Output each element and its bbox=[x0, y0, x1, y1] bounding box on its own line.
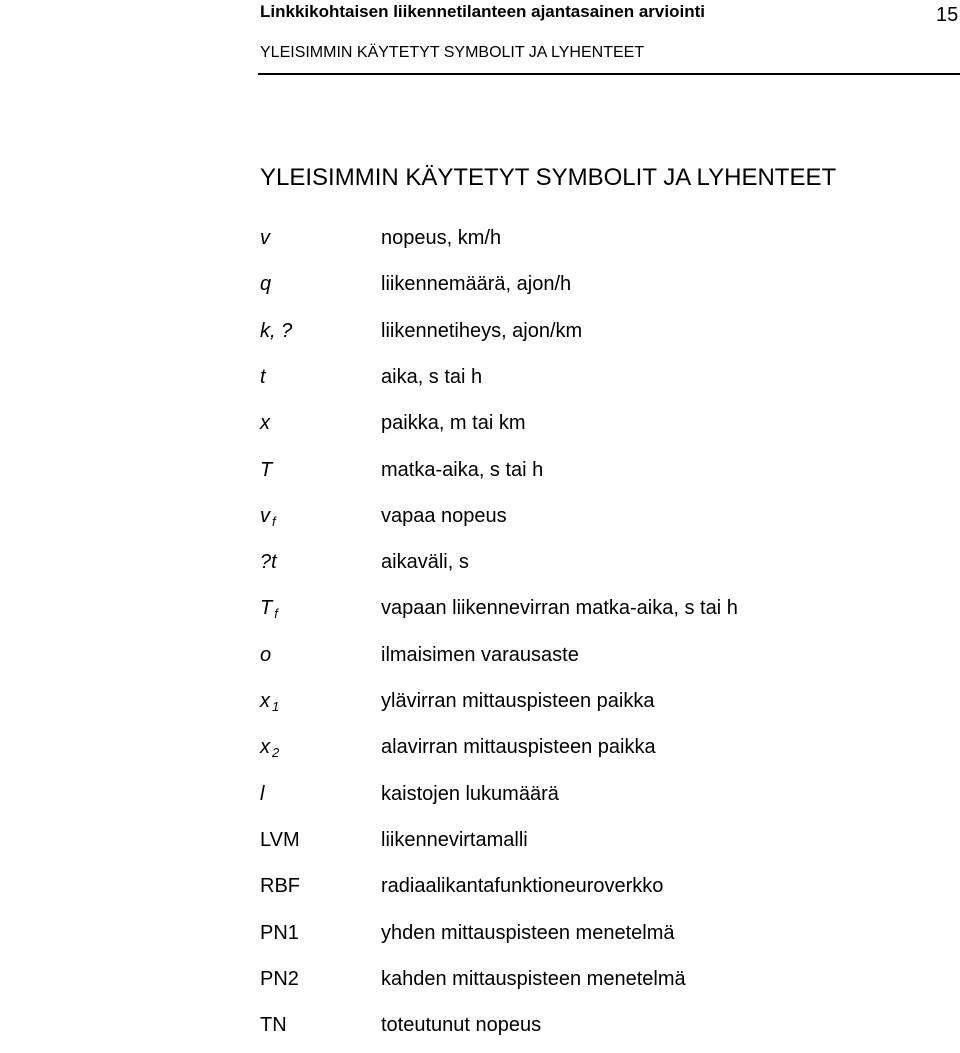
symbol-description: liikennetiheys, ajon/km bbox=[381, 319, 583, 342]
symbol-description: matka-aika, s tai h bbox=[381, 458, 544, 481]
symbol-entry bbox=[0, 643, 960, 683]
symbol bbox=[260, 967, 299, 991]
symbol-entry bbox=[0, 735, 960, 775]
symbol-description: kaistojen lukumäärä bbox=[381, 782, 559, 805]
symbol-text: RBF bbox=[260, 875, 300, 898]
symbol-description: paikka, m tai km bbox=[381, 412, 526, 435]
symbol bbox=[260, 828, 300, 852]
symbol-subscript: f bbox=[274, 606, 278, 622]
symbol-entry bbox=[0, 550, 960, 590]
symbol-text: TN bbox=[260, 1014, 287, 1037]
symbol bbox=[260, 735, 279, 765]
symbol-description: radiaalikantafunktioneuroverkko bbox=[381, 875, 664, 898]
symbol-text: k, ? bbox=[260, 319, 293, 342]
symbol bbox=[260, 550, 277, 574]
symbol-description: vapaan liikennevirran matka-aika, s tai h bbox=[381, 597, 738, 620]
symbol-text: ?t bbox=[260, 551, 277, 574]
symbol-text: l bbox=[260, 782, 265, 805]
symbol bbox=[260, 319, 292, 343]
page-number: 15 bbox=[936, 4, 959, 26]
symbol-description: ilmaisimen varausaste bbox=[381, 643, 579, 666]
symbol bbox=[260, 643, 271, 667]
symbol-text: v bbox=[260, 227, 270, 249]
symbol-description: nopeus, km/h bbox=[381, 227, 502, 249]
symbol-text: T bbox=[260, 458, 273, 481]
document-title: Linkkikohtaisen liikennetilanteen ajantasainen arviointi bbox=[260, 2, 705, 21]
symbol-description: alavirran mittauspisteen paikka bbox=[381, 736, 656, 759]
symbol-text: t bbox=[260, 365, 266, 388]
symbol-subscript: 2 bbox=[272, 745, 280, 761]
symbol-description: toteutunut nopeus bbox=[381, 1014, 542, 1037]
symbol-text: x bbox=[260, 412, 270, 435]
symbol-entry bbox=[0, 689, 960, 729]
symbol-text: T bbox=[260, 597, 273, 620]
symbol-entry bbox=[0, 782, 960, 822]
symbol bbox=[260, 411, 270, 435]
symbol-description: liikennevirtamalli bbox=[381, 828, 528, 851]
symbol bbox=[260, 365, 266, 389]
symbol-description: kahden mittauspisteen menetelmä bbox=[381, 967, 686, 990]
symbol-entry bbox=[0, 272, 960, 312]
symbol-entry bbox=[0, 458, 960, 498]
symbol-entry bbox=[0, 319, 960, 359]
running-section-header: YLEISIMMIN KÄYTETYT SYMBOLIT JA LYHENTEET bbox=[260, 44, 645, 61]
symbol-subscript: 1 bbox=[272, 699, 280, 714]
symbol bbox=[260, 226, 270, 250]
symbol-text: v bbox=[260, 504, 270, 527]
symbol bbox=[260, 272, 271, 296]
symbol-description: aika, s tai h bbox=[381, 365, 483, 388]
symbol-entry bbox=[0, 1013, 960, 1053]
symbol-text: x bbox=[260, 690, 270, 712]
section-heading: YLEISIMMIN KÄYTETYT SYMBOLIT JA LYHENTEET bbox=[260, 164, 837, 191]
symbol-subscript: f bbox=[272, 513, 276, 529]
symbol-entry bbox=[0, 921, 960, 961]
symbol-text: o bbox=[260, 643, 272, 666]
symbol-description: vapaa nopeus bbox=[381, 504, 507, 527]
symbol bbox=[260, 596, 278, 626]
symbol-description: yhden mittauspisteen menetelmä bbox=[381, 921, 675, 944]
symbol-entry bbox=[0, 828, 960, 868]
symbol-text: PN2 bbox=[260, 967, 299, 990]
symbol-entry bbox=[0, 411, 960, 451]
symbol-entry bbox=[0, 365, 960, 405]
symbol-description: liikennemäärä, ajon/h bbox=[381, 273, 572, 296]
symbol-entry bbox=[0, 874, 960, 914]
symbol bbox=[260, 689, 279, 719]
symbol bbox=[260, 921, 299, 945]
symbol-text: PN1 bbox=[260, 921, 299, 944]
symbol-entry bbox=[0, 226, 960, 266]
symbol-text: LVM bbox=[260, 828, 300, 851]
symbol bbox=[260, 504, 276, 534]
symbol-text: x bbox=[260, 736, 270, 759]
symbol-description: aikaväli, s bbox=[381, 551, 469, 574]
symbol bbox=[260, 782, 264, 806]
symbol bbox=[260, 1013, 287, 1037]
symbol-entry bbox=[0, 596, 960, 636]
symbol bbox=[260, 874, 300, 898]
symbol-entry bbox=[0, 504, 960, 544]
symbol bbox=[260, 458, 272, 482]
symbol-entry bbox=[0, 967, 960, 1007]
symbol-description: ylävirran mittauspisteen paikka bbox=[381, 690, 655, 712]
symbol-text: q bbox=[260, 273, 272, 296]
